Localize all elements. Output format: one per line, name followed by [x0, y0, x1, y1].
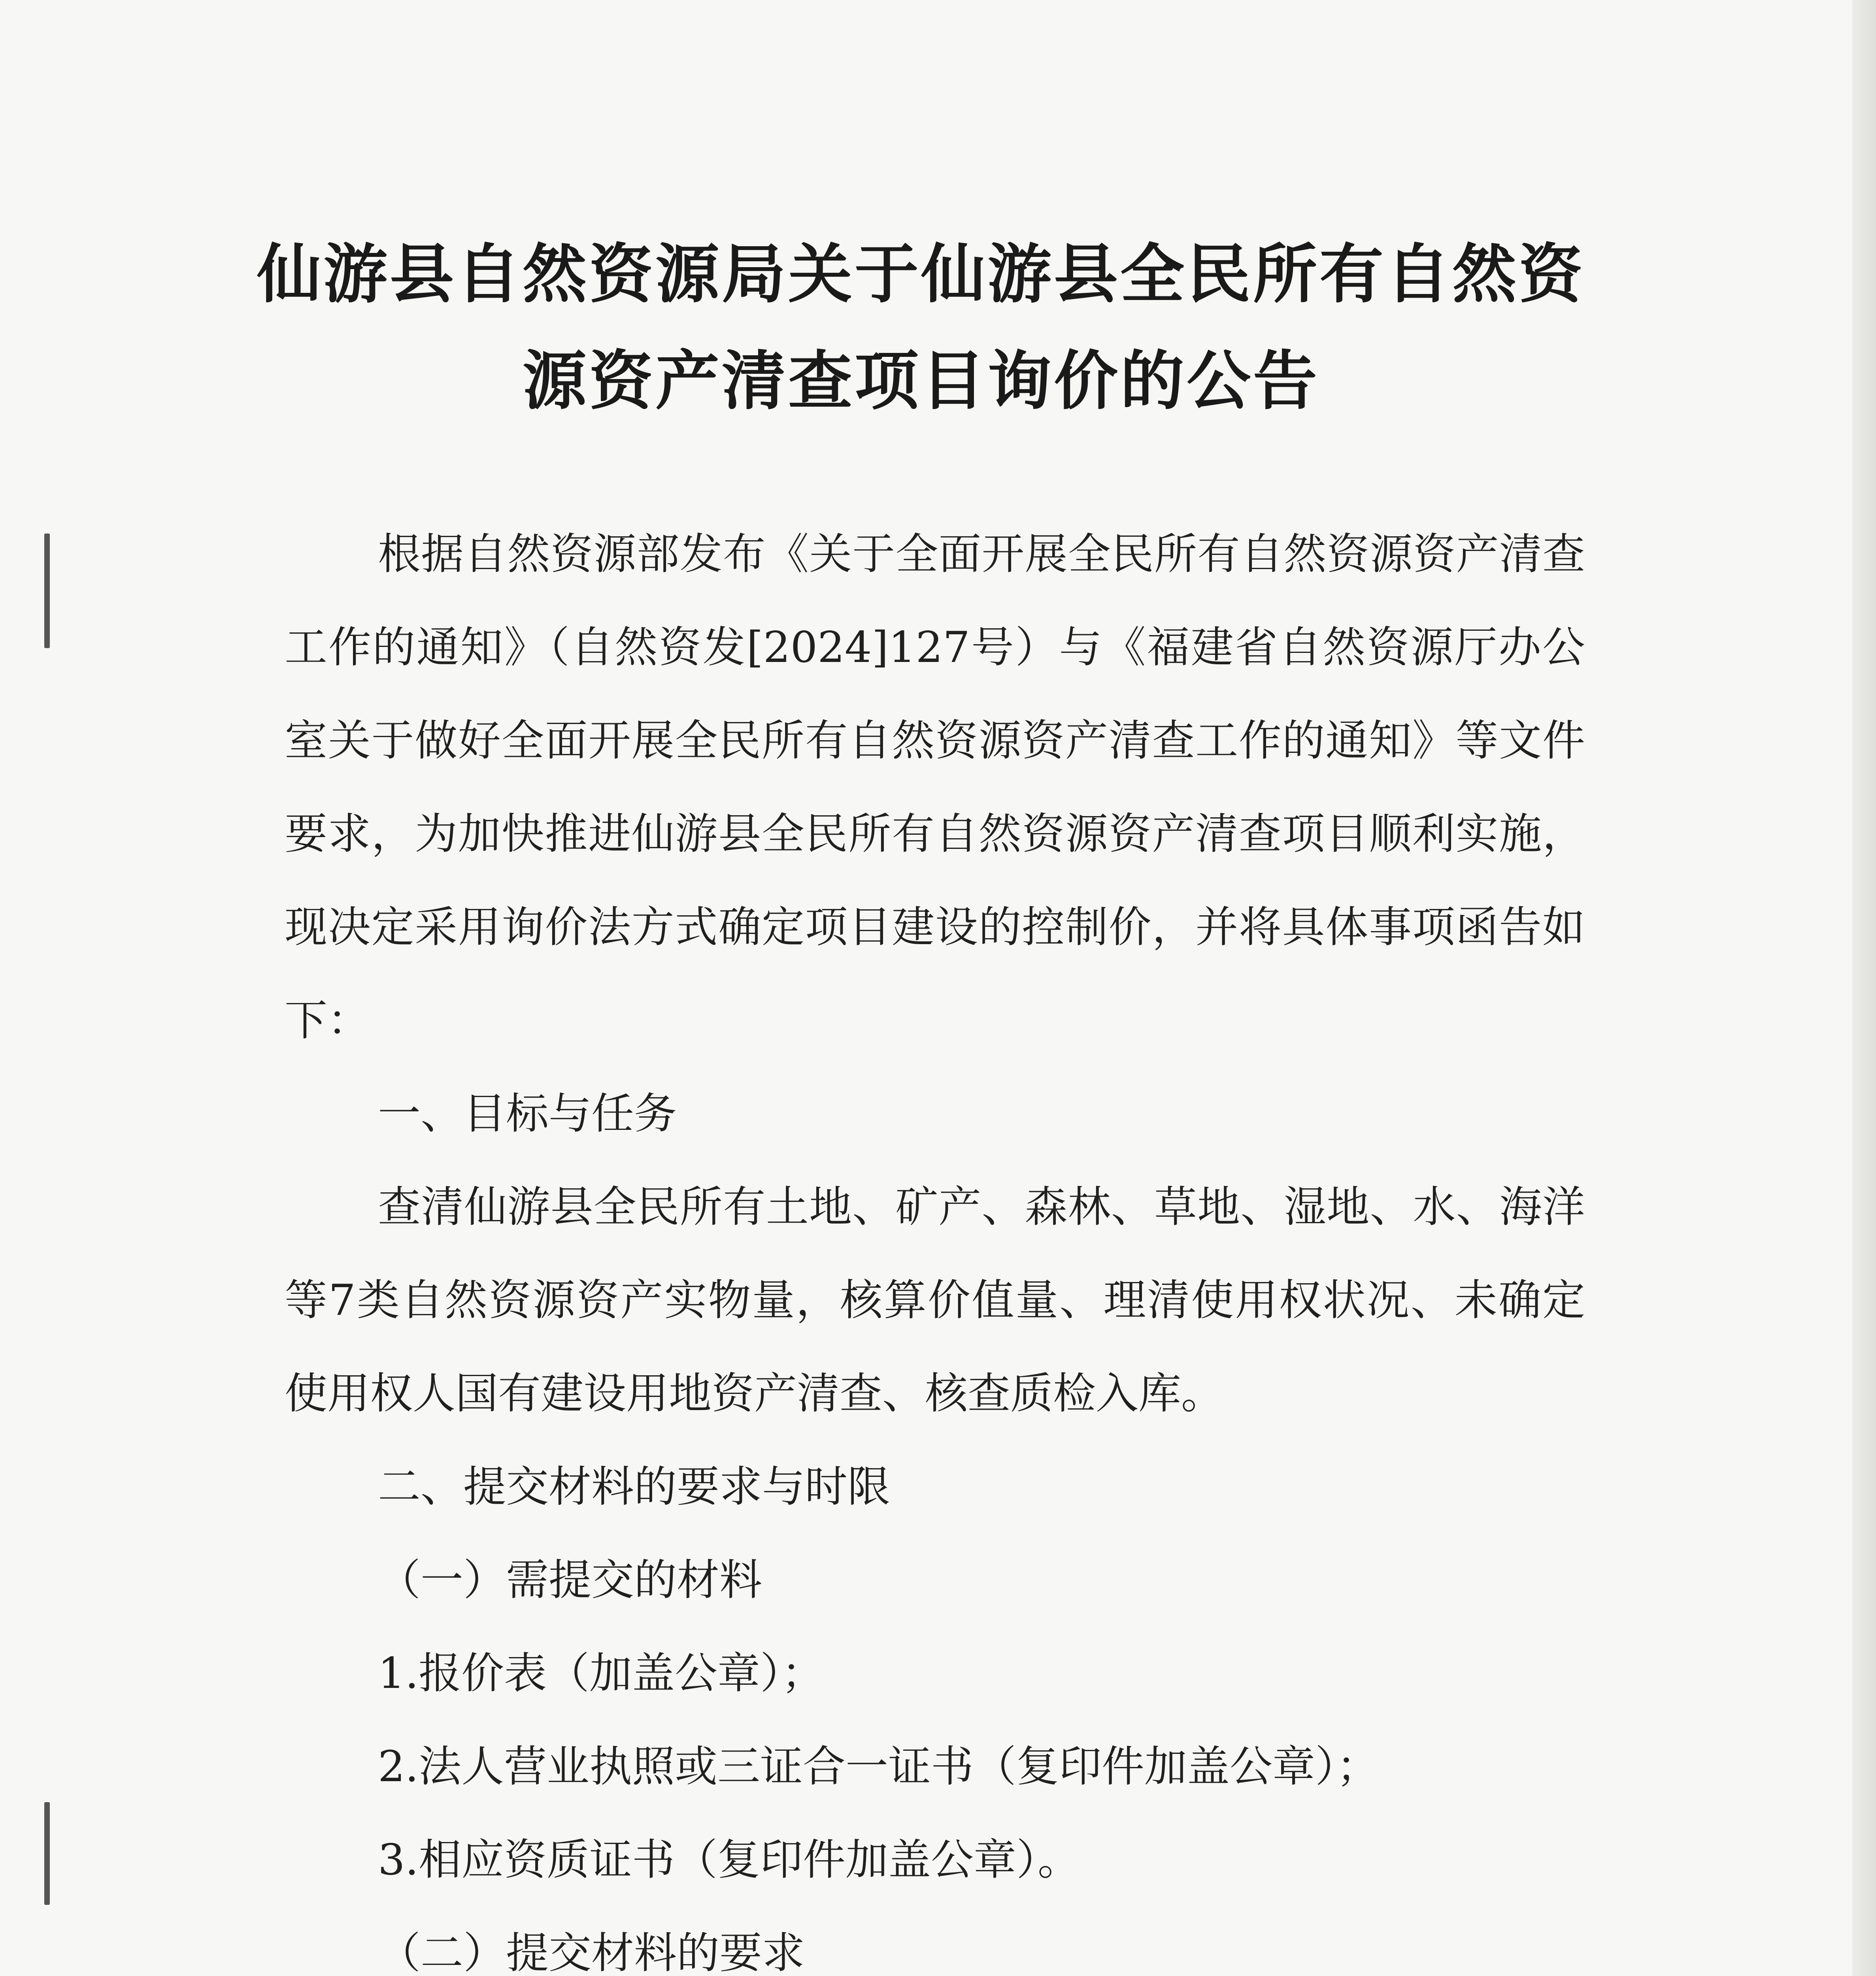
section-2-heading: 二、提交材料的要求与时限 [378, 1462, 891, 1512]
page-edge-shadow [1852, 0, 1876, 1976]
binding-mark-top [44, 534, 50, 648]
material-item-2: 2.法人营业执照或三证合一证书（复印件加盖公章）； [378, 1742, 1380, 1791]
material-item-1: 1.报价表（加盖公章）； [378, 1649, 825, 1698]
document-body [285, 508, 1585, 1976]
section-1-heading: 一、目标与任务 [378, 1089, 677, 1139]
title-line-1: 仙游县自然资源局关于仙游县全民所有自然资 [257, 238, 1585, 312]
intro-paragraph: 根据自然资源部发布《关于全面开展全民所有自然资源资产清查工作的通知》（自然资发[2024]127号）与《福建省自然资源厅办公室关于做好全面开展全民所有自然资源资产清查工作的通知》等文件要求，为加快推进仙游县全民所有自然资源资产清查项目顺利实施，现决定采用询价法方式确定项目建设的控制价，并将具体事项函告如下： [285, 530, 1585, 1045]
subsection-1-heading: （一）需提交的材料 [378, 1556, 762, 1605]
document-title [245, 221, 1597, 435]
section-1-body: 查清仙游县全民所有土地、矿产、森林、草地、湿地、水、海洋等7类自然资源资产实物量，核算价值量、理清使用权状况、未确定使用权人国有建设用地资产清查、核查质检入库。 [285, 1182, 1585, 1418]
subsection-2-heading: （二）提交材料的要求 [378, 1929, 805, 1976]
material-item-3: 3.相应资质证书（复印件加盖公章）。 [378, 1835, 1081, 1885]
title-line-2: 源资产清查项目询价的公告 [523, 344, 1319, 419]
binding-mark-bottom [44, 1802, 50, 1905]
